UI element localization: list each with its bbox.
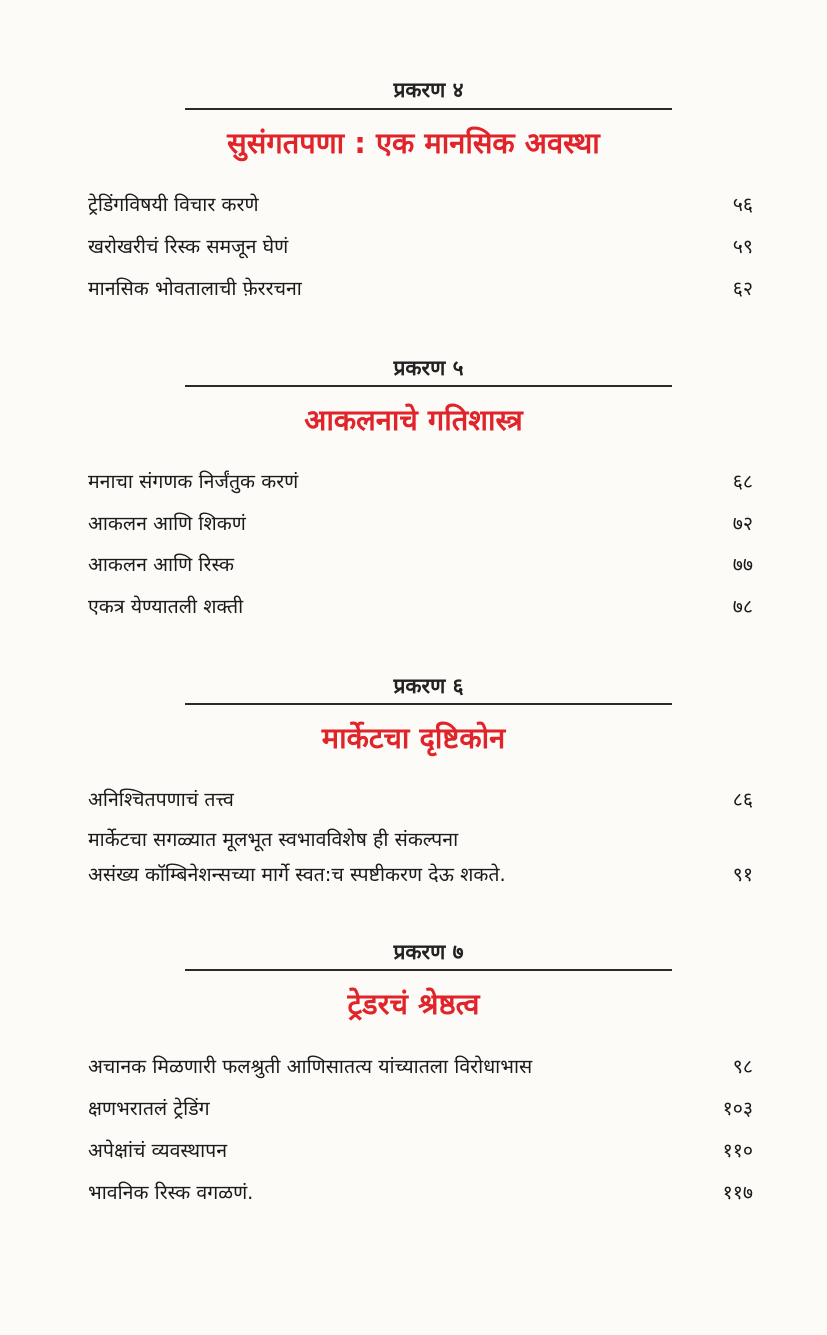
chapter-label: प्रकरण ४ [393,78,464,102]
toc-entry [88,274,753,304]
toc-entry-page: ५९ [732,235,753,258]
toc-entry [88,190,753,220]
toc-entry [88,785,753,815]
chapter-rule [185,108,672,110]
toc-entry-text: आकलन आणि रिस्क [88,553,235,576]
chapter-label: प्रकरण ७ [393,940,464,964]
toc-entry-text: मानसिक भोवतालाची फ़ेररचना [88,277,302,300]
toc-entry [88,1052,753,1082]
chapter-title: ट्रेडरचं श्रेष्ठत्व [347,987,480,1021]
toc-entry-page: ६२ [732,277,753,300]
toc-entry-page: ७८ [732,595,753,618]
toc-entry-text: भावनिक रिस्क वगळणं. [88,1181,254,1204]
toc-entry [88,860,753,890]
toc-entry-page: ७७ [732,553,753,576]
toc-entry-text: आकलन आणि शिकणं [88,512,246,535]
toc-entry [88,509,753,539]
toc-entry-page: ११० [722,1139,753,1162]
toc-entry [88,467,753,497]
toc-entry-text: अनिश्चितपणाचं तत्त्व [88,788,234,811]
toc-entry-page: ११७ [722,1181,753,1204]
toc-entry-page: ५६ [732,193,753,216]
toc-entry [88,1094,753,1124]
toc-entry-text: ट्रेडिंगविषयी विचार करणे [88,193,259,216]
toc-entry-page: ८६ [732,788,753,811]
toc-entry [88,232,753,262]
toc-entry-text: क्षणभरातलं ट्रेडिंग [88,1097,210,1120]
toc-entry [88,550,753,580]
toc-entry-page: ६८ [732,470,753,493]
toc-entry-text: अचानक मिळणारी फलश्रुती आणिसातत्य यांच्यातला विरोधाभास [88,1055,533,1078]
chapter-title: मार्केटचा दृष्टिकोन [321,721,506,755]
toc-entry-text: खरोखरीचं रिस्क समजून घेणं [88,235,289,258]
toc-entry-page: १०३ [722,1097,753,1120]
chapter-rule [185,703,672,705]
chapter-rule [185,969,672,971]
toc-entry-text: मनाचा संगणक निर्जंतुक करणं [88,470,299,493]
toc-entry [88,1136,753,1166]
chapter-label: प्रकरण ५ [393,356,464,380]
toc-entry-page: ९८ [732,1055,753,1078]
chapter-title: आकलनाचे गतिशास्त्र [304,403,523,437]
chapter-label: प्रकरण ६ [393,674,464,698]
toc-entry [88,1178,753,1208]
toc-entry [88,592,753,622]
chapter-rule [185,385,672,387]
toc-entry-page: ९१ [732,863,753,886]
toc-entry-text: असंख्य कॉम्बिनेशन्सच्या मार्गे स्वत:च स्पष्टीकरण देऊ शकते. [88,863,506,886]
toc-entry-text: मार्केटचा सगळ्यात मूलभूत स्वभावविशेष ही संकल्पना [88,828,459,851]
toc-entry-text: एकत्र येण्यातली शक्ती [88,595,244,618]
chapter-title: सुसंगतपणा : एक मानसिक अवस्था [227,126,600,160]
toc-entry-page: ७२ [732,512,753,535]
toc-entry-text: अपेक्षांचं व्यवस्थापन [88,1139,228,1162]
toc-entry [88,825,753,855]
